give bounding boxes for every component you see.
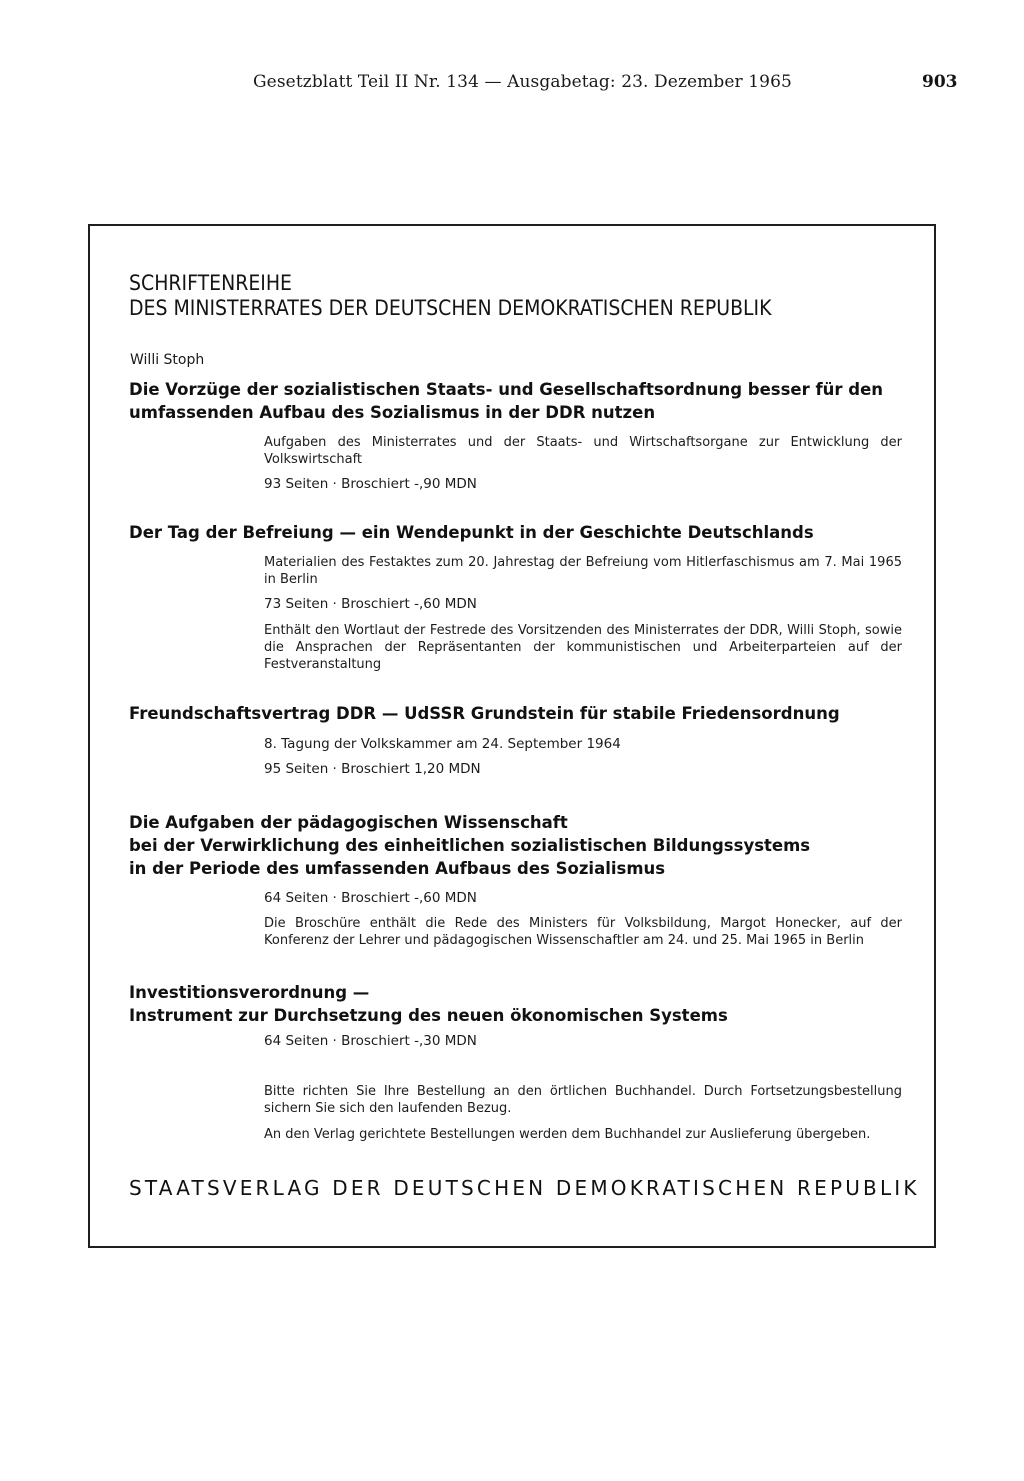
- entry-4-title-line-2: bei der Verwirklichung des einheitlichen sozialistischen Bildungssystems: [129, 836, 811, 855]
- entry-3-title: [129, 702, 840, 725]
- entry-1-meta: 93 Seiten · Broschiert -,90 MDN: [264, 476, 477, 492]
- entry-3-description: 8. Tagung der Volkskammer am 24. September 1964: [264, 736, 621, 752]
- entry-2-meta: 73 Seiten · Broschiert -,60 MDN: [264, 596, 477, 612]
- entry-1-description: Aufgaben des Ministerrates und der Staats- und Wirtschaftsorgane zur Entwicklung der Volkswirtschaft: [264, 435, 902, 467]
- entry-4-meta: 64 Seiten · Broschiert -,60 MDN: [264, 890, 477, 906]
- publisher-name: STAATSVERLAG DER DEUTSCHEN DEMOKRATISCHEN REPUBLIK: [129, 1176, 920, 1200]
- gazette-header-title: Gesetzblatt Teil II Nr. 134 — Ausgabetag: 23. Dezember 1965: [253, 72, 792, 92]
- entry-3-meta: 95 Seiten · Broschiert 1,20 MDN: [264, 761, 481, 777]
- order-note-2: An den Verlag gerichtete Bestellungen werden dem Buchhandel zur Auslieferung übergeben.: [264, 1127, 871, 1142]
- entry-4-note: Die Broschüre enthält die Rede des Ministers für Volksbildung, Margot Honecker, auf der Konferenz der Lehrer und pädagogischen Wissenschaftler am 24. und 25. Mai 1965 in Berlin: [264, 916, 902, 948]
- entry-5-meta: 64 Seiten · Broschiert -,30 MDN: [264, 1033, 477, 1049]
- entry-2-note: Enthält den Wortlaut der Festrede des Vorsitzenden des Ministerrates der DDR, Willi Stoph, sowie die Ansprachen der Repräsentanten der kommunistischen und Arbeiterparteien auf der Festveranstaltung: [264, 623, 902, 672]
- series-title-line-2: DES MINISTERRATES DER DEUTSCHEN DEMOKRATISCHEN REPUBLIK: [129, 296, 772, 320]
- entry-1-author: Willi Stoph: [130, 352, 205, 368]
- entry-4-title-line-3: in der Periode des umfassenden Aufbaus des Sozialismus: [129, 859, 666, 878]
- entry-4-title-line-1: Die Aufgaben der pädagogischen Wissenschaft: [129, 813, 568, 832]
- entry-2-title-line-1: Der Tag der Befreiung — ein Wendepunkt in der Geschichte Deutschlands: [129, 523, 814, 542]
- entry-2-description: Materialien des Festaktes zum 20. Jahrestag der Befreiung vom Hitlerfaschismus am 7. Mai 1965 in Berlin: [264, 555, 902, 587]
- entry-5-title-line-2: Instrument zur Durchsetzung des neuen ökonomischen Systems: [129, 1006, 728, 1025]
- series-title: [129, 271, 772, 321]
- series-title-line-1: SCHRIFTENREIHE: [129, 271, 292, 295]
- entry-1-title-line-1: Die Vorzüge der sozialistischen Staats- und Gesellschaftsordnung besser für den: [129, 380, 884, 399]
- entry-3-title-line-1: Freundschaftsvertrag DDR — UdSSR Grundstein für stabile Friedensordnung: [129, 704, 840, 723]
- entry-1-title-line-2: umfassenden Aufbau des Sozialismus in der DDR nutzen: [129, 403, 656, 422]
- entry-1-title: [129, 378, 883, 424]
- entry-5-title: [129, 981, 728, 1027]
- page-header: [0, 72, 1024, 102]
- entry-5-title-line-1: Investitionsverordnung —: [129, 983, 370, 1002]
- page-number: 903: [922, 72, 958, 92]
- entry-2-title: [129, 521, 814, 544]
- entry-4-title: [129, 811, 810, 880]
- order-note-1: Bitte richten Sie Ihre Bestellung an den örtlichen Buchhandel. Durch Fortsetzungsbestellung sichern Sie sich den laufenden Bezug.: [264, 1084, 902, 1116]
